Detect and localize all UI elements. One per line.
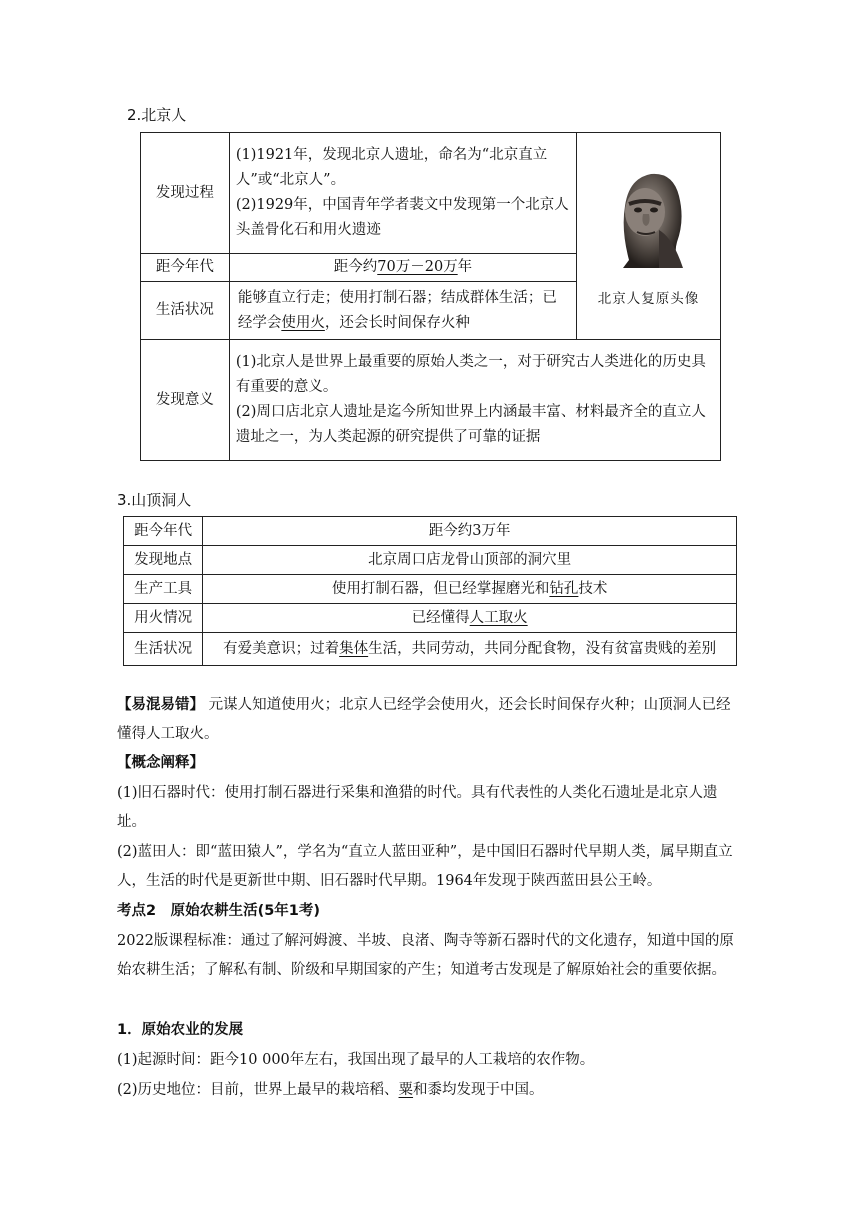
living-underline: 使用火 <box>281 314 325 331</box>
section-heading-upper-cave-man: 3.山顶洞人 <box>117 491 192 509</box>
millet-underline: 粟 <box>398 1082 414 1098</box>
section-heading-peking-man: 2.北京人 <box>127 106 187 124</box>
concept-paragraph-1: (1)旧石器时代：使用打制石器进行采集和渔猎的时代。具有代表性的人类化石遗址是北京人遗址。 <box>117 785 718 830</box>
label-significance: 发现意义 <box>141 340 230 461</box>
discovery-process-text <box>229 133 576 254</box>
historical-status-item: (2)历史地位：目前，世界上最早的栽培稻、粟和黍均发现于中国。 <box>117 1082 544 1098</box>
upper-cave-man-table <box>123 516 737 666</box>
confusion-text: 元谋人知道使用火；北京人已经学会使用火，还会长时间保存火种；山顶洞人已经懂得人工取火。 <box>117 697 731 742</box>
label-ucm-tools: 生产工具 <box>124 575 203 604</box>
peking-man-table <box>140 132 721 461</box>
ucm-life-text: 有爱美意识；过着集体生活，共同劳动，共同分配食物，没有贫富贵贱的差别 <box>203 633 737 666</box>
life-underline: 集体 <box>339 640 369 657</box>
age-underline: 70万－20万 <box>377 259 458 275</box>
significance-point-2: (2)周口店北京人遗址是迄今所知世界上内涵最丰富、材料最齐全的直立人遗址之一，为人类起源的研究提供了可靠的证据 <box>235 404 706 445</box>
significance-point-1: (1)北京人是世界上最重要的原始人类之一，对于研究古人类进化的历史具有重要的意义。 <box>235 354 706 395</box>
confusion-note <box>117 691 745 749</box>
concept-paragraph-2: (2)蓝田人：即“蓝田猿人”，学名为“直立人蓝田亚种”，是中国旧石器时代早期人类，属早期直立人，生活的时代是更新世中期、旧石器时代早期。1964年发现于陕西蓝田县公王岭。 <box>117 844 733 889</box>
age-text: 距今约70万－20万年 <box>229 254 576 282</box>
label-ucm-site: 发现地点 <box>124 546 203 575</box>
ucm-fire-text: 已经懂得人工取火 <box>203 604 737 633</box>
peking-man-image-cell <box>577 133 721 340</box>
label-discovery-process: 发现过程 <box>141 133 230 254</box>
discovery-point-1: (1)1921年，发现北京人遗址，命名为“北京直立人”或“北京人”。 <box>235 147 548 188</box>
fire-underline: 人工取火 <box>469 609 528 626</box>
topic-2-title: 考点2 原始农耕生活(5年1考) <box>117 903 321 919</box>
subheading-agriculture: 1．原始农业的发展 <box>117 1022 244 1038</box>
ucm-site-text: 北京周口店龙骨山顶部的洞穴里 <box>203 546 737 575</box>
tools-underline: 钻孔 <box>549 580 579 597</box>
label-ucm-fire: 用火情况 <box>124 604 203 633</box>
living-conditions-text: 能够直立行走；使用打制石器；结成群体生活；已经学会使用火，还会长时间保存火种 <box>229 282 576 340</box>
label-living-conditions: 生活状况 <box>141 282 230 340</box>
confusion-tag: 【易混易错】 <box>117 697 204 713</box>
label-ucm-life: 生活状况 <box>124 633 203 666</box>
significance-text <box>229 340 720 461</box>
discovery-point-2: (2)1929年，中国青年学者裴文中发现第一个北京人头盖骨化石和用火遗迹 <box>235 197 569 238</box>
concept-tag: 【概念阐释】 <box>117 755 204 771</box>
image-caption: 北京人复原头像 <box>597 291 700 307</box>
curriculum-standard: 2022版课程标准：通过了解河姆渡、半坡、良渚、陶寺等新石器时代的文化遗存，知道中国的原始农耕生活；了解私有制、阶级和早期国家的产生；知道考古发现是了解原始社会的重要依据。 <box>117 933 734 978</box>
peking-man-bust-image <box>599 160 699 272</box>
label-ucm-age: 距今年代 <box>124 517 203 546</box>
ucm-tools-text: 使用打制石器，但已经掌握磨光和钻孔技术 <box>203 575 737 604</box>
origin-time-item: (1)起源时间：距今10 000年左右，我国出现了最早的人工栽培的农作物。 <box>117 1052 595 1068</box>
ucm-age-text: 距今约3万年 <box>203 517 737 546</box>
label-age: 距今年代 <box>141 254 230 282</box>
